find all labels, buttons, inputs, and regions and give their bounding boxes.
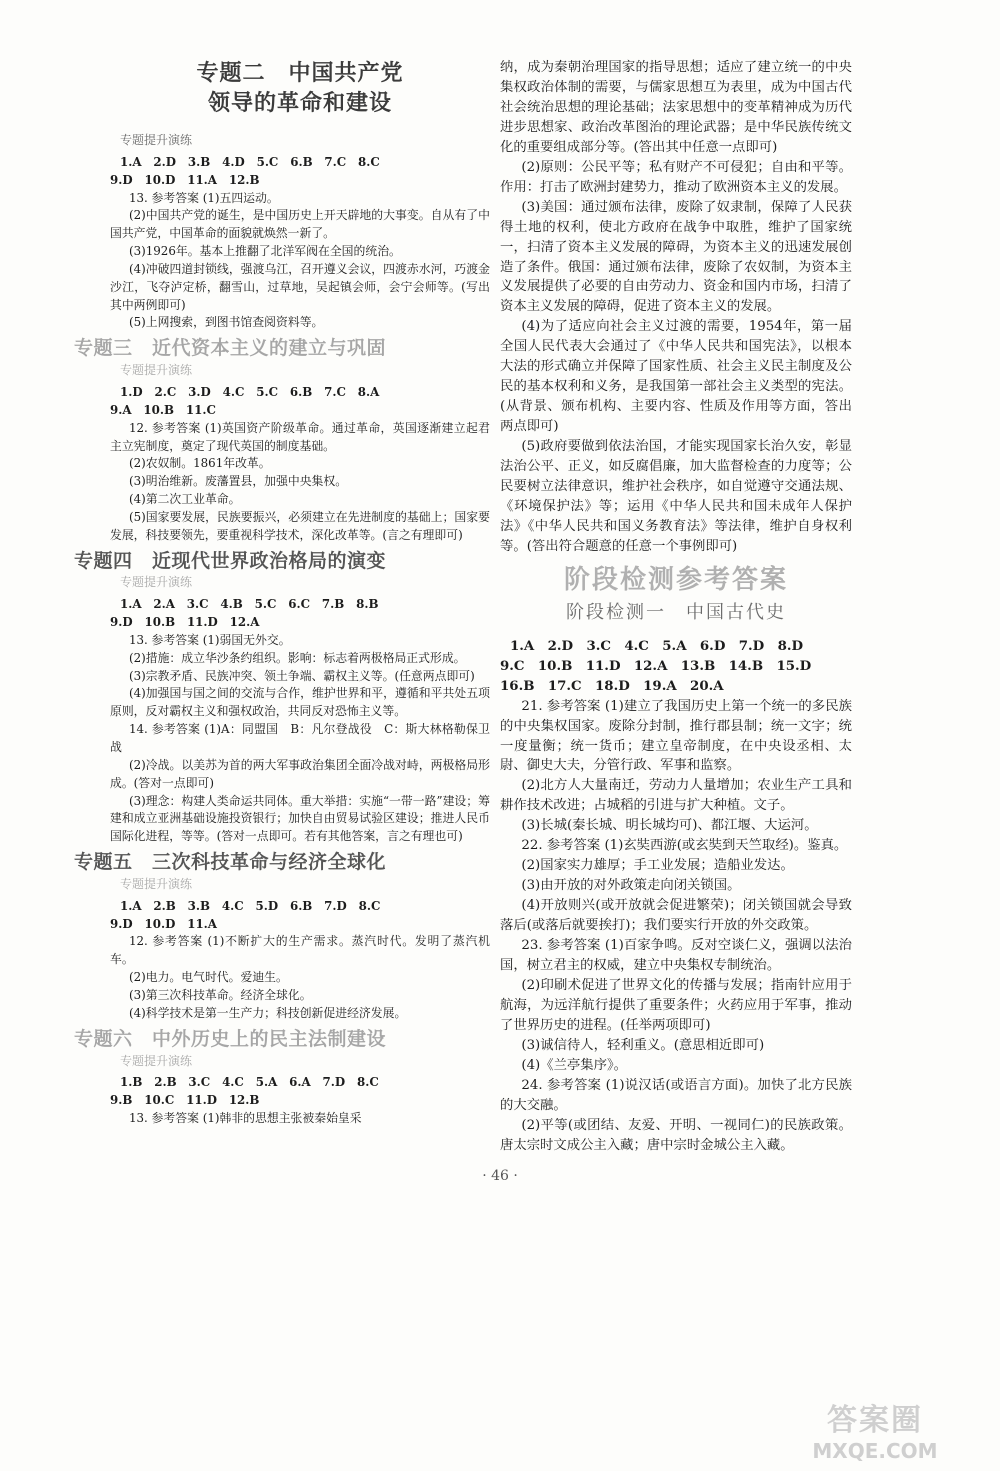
answer-paragraph: (3)明治维新。废藩置县，加强中央集权。: [128, 474, 348, 489]
answer-paragraph: (2)措施：成立华沙条约组织。影响：标志着两极格局正式形成。: [128, 650, 466, 665]
answer-paragraph: (3)第三次科技革命。经济全球化。: [128, 987, 312, 1002]
page-number: · 46 ·: [482, 1168, 518, 1184]
watermark-url: MXQE.COM: [812, 1439, 938, 1463]
answer-line: 9.C 10.B 11.D 12.A 13.B 14.B 15.D: [500, 657, 812, 674]
left-column: [74, 58, 490, 1128]
answer-paragraph: (3)理念：构建人类命运共同体。重大举措：实施“一带一路”建设；筹建和成立亚洲基础设施投资银行；加快自由贸易试验区建设；推进人民币国际化进程，等等。(答对一点即可。若有其他答案，言之有理也可): [110, 793, 490, 844]
answer-paragraph: (5)国家要发展，民族要振兴，必须建立在先进制度的基础上；国家要发展，科技要领先，要重视科学技术，深化改革等。(言之有理即可): [110, 509, 490, 542]
answer-paragraph: (2)原则：公民平等；私有财产不可侵犯；自由和平等。作用：打击了欧洲封建势力，推动了欧洲资本主义的发展。: [500, 159, 852, 195]
answer-line: 9.A 10.B 11.C: [110, 402, 216, 417]
answer-paragraph: (2)农奴制。1861年改革。: [128, 456, 271, 471]
answer-paragraph: (2)国家实力雄厚；手工业发展；造船业发达。: [521, 858, 794, 874]
topic6-title: 专题六 中外历史上的民主法制建设: [74, 1027, 387, 1050]
answer-paragraph: 24. 参考答案 (1)说汉话(或语言方面)。加快了北方民族的大交融。: [500, 1077, 852, 1113]
answer-paragraph: (3)诚信待人，轻利重义。(意思相近即可): [521, 1037, 765, 1053]
topic2-title-line1: 专题二 中国共产党: [196, 60, 404, 86]
answer-paragraph: (3)美国：通过颁布法律，废除了奴隶制，保障了人民获得土地的权利，使北方政府在战争中取胜，维护了国家统一，扫清了资本主义发展的障碍，为资本主义的迅速发展创造了条件。俄国：通过颁布法律，废除了农奴制，为资本主义发展提供了必要的自由劳动力、资金和国内市场，扫清了资本主义发展的障碍，促进了资本主义的发展。: [500, 199, 852, 315]
answer-line: 9.D 10.B 11.D 12.A: [110, 615, 260, 630]
topic3-title: 专题三 近代资本主义的建立与巩固: [74, 337, 387, 360]
answer-paragraph: (3)由开放的对外政策走向闭关锁国。: [521, 878, 741, 894]
answer-paragraph: 14. 参考答案 (1)A：同盟国 B：凡尔登战役 C：斯大林格勒保卫战: [110, 722, 490, 754]
answer-paragraph: (2)平等(或团结、友爱、开明、一视同仁)的民族政策。唐太宗时文成公主入藏；唐中宗时金城公主入藏。: [500, 1117, 852, 1153]
answer-paragraph: (4)冲破四道封锁线，强渡乌江，召开遵义会议，四渡赤水河，巧渡金沙江，飞夺泸定桥，翻雪山，过草地，吴起镇会师，会宁会师等。(写出其中两例即可): [110, 261, 490, 312]
answer-line: 1.A 2.D 3.C 4.C 5.A 6.D 7.D 8.D: [510, 637, 804, 654]
answer-line: 1.A 2.D 3.B 4.D 5.C 6.B 7.C 8.C: [120, 154, 380, 169]
answer-line: 1.A 2.B 3.B 4.C 5.D 6.B 7.D 8.C: [120, 898, 381, 913]
topic3-subhead: 专题提升演练: [120, 363, 193, 378]
answer-line: 16.B 17.C 18.D 19.A 20.A: [500, 677, 724, 694]
topic4-subhead: 专题提升演练: [120, 575, 193, 590]
answer-line: 1.D 2.C 3.D 4.C 5.C 6.B 7.C 8.A: [120, 384, 380, 399]
answer-paragraph: 13. 参考答案 (1)五四运动。: [128, 190, 279, 205]
answer-paragraph: (4)科学技术是第一生产力；科技创新促进经济发展。: [128, 1005, 407, 1020]
answer-paragraph: (5)上网搜索，到图书馆查阅资料等。: [128, 315, 324, 330]
answer-paragraph: 13. 参考答案 (1)弱国无外交。: [128, 632, 291, 647]
answer-paragraph: 22. 参考答案 (1)玄奘西游(或玄奘到天竺取经)。鉴真。: [521, 838, 848, 854]
topic4-title: 专题四 近现代世界政治格局的演变: [74, 549, 387, 572]
stage-test-title: 阶段检测参考答案: [563, 564, 788, 595]
answer-paragraph: (2)电力。电气时代。爱迪生。: [128, 970, 288, 985]
answer-paragraph: 13. 参考答案 (1)韩非的思想主张被秦始皇采: [128, 1111, 362, 1126]
watermark-text: 答案圈: [827, 1403, 923, 1438]
answer-paragraph: (2)北方人大量南迁，劳动力人量增加；农业生产工具和耕作技术改进；占城稻的引进与扩大种植。文子。: [500, 778, 852, 814]
answer-paragraph: (3)长城(秦长城、明长城均可)、都江堰、大运河。: [521, 818, 818, 834]
answer-paragraph: (3)宗教矛盾、民族冲突、领土争端、霸权主义等。(任意两点即可): [128, 668, 475, 683]
answer-line: 1.B 2.B 3.C 4.C 5.A 6.A 7.D 8.C: [120, 1075, 379, 1090]
answer-paragraph: (3)1926年。基本上推翻了北洋军阀在全国的统治。: [128, 244, 401, 259]
topic2-subhead: 专题提升演练: [120, 133, 193, 147]
answer-paragraph: (4)《兰亭集序》。: [521, 1057, 627, 1073]
answer-paragraph: 12. 参考答案 (1)不断扩大的生产需求。蒸汽时代。发明了蒸汽机车。: [110, 934, 490, 967]
answer-line: 9.D 10.D 11.A 12.B: [110, 172, 260, 187]
site-watermark-logo: [790, 1395, 960, 1465]
topic5-title: 专题五 三次科技革命与经济全球化: [74, 851, 387, 874]
answer-paragraph: (4)开放则兴(或开放就会促进繁荣)；闭关锁国就会导致落后(或落后就要挨打)；我们要实行开放的外交政策。: [500, 898, 852, 934]
answer-paragraph: (2)中国共产党的诞生，是中国历史上开天辟地的大事变。自从有了中国共产党，中国革命的面貌就焕然一新了。: [110, 208, 490, 241]
answer-paragraph: (5)政府要做到依法治国，才能实现国家长治久安，彰显法治公平、正义，如反腐倡廉，加大监督检查的力度等；公民要树立法律意识，维护社会秩序，如自觉遵守交通法规、《环境保护法》等；运用《中华人民共和国未成年人保护法》《中华人民共和国义务教育法》等法律，维护自身权利等。(答出符合题意的任意一个事例即可): [500, 439, 852, 554]
topic5-subhead: 专题提升演练: [120, 876, 193, 891]
answer-line: 1.A 2.A 3.C 4.B 5.C 6.C 7.B 8.B: [120, 597, 379, 612]
topic2-title-line2: 领导的革命和建设: [207, 90, 392, 116]
answer-paragraph: 23. 参考答案 (1)百家争鸣。反对空谈仁义，强调以法治国，树立君主的权威，建立中央集权专制统治。: [500, 938, 852, 973]
stage-test-subtitle: 阶段检测一 中国古代史: [566, 601, 786, 623]
answer-paragraph: (4)为了适应向社会主义过渡的需要，1954年，第一届全国人民代表大会通过了《中华人民共和国宪法》，以根本大法的形式确立并保障了国家性质、社会主义民主制度及公民的基本权利和义务，是我国第一部社会主义类型的宪法。(从背景、颁布机构、主要内容、性质及作用等方面，答出两点即可): [500, 319, 852, 435]
answer-paragraph: (2)冷战。以美苏为首的两大军事政治集团全面冷战对峙，两极格局形成。(答对一点即可): [110, 757, 490, 790]
answer-paragraph: (4)加强国与国之间的交流与合作，维护世界和平，遵循和平共处五项原则，反对霸权主义和强权政治，共同反对恐怖主义等。: [110, 686, 490, 719]
topic6-subhead: 专题提升演练: [120, 1053, 193, 1068]
answer-paragraph: 21. 参考答案 (1)建立了我国历史上第一个统一的多民族的中央集权国家。废除分封制，推行郡县制；统一文字；统一度量衡；统一货币；建立皇帝制度，在中央设丞相、太尉、御史大夫，分管行政、军事和监察。: [500, 698, 852, 774]
right-column: [500, 58, 852, 1156]
answer-line: 9.B 10.C 11.D 12.B: [110, 1093, 260, 1108]
answer-paragraph: 12. 参考答案 (1)英国资产阶级革命。通过革命，英国逐渐建立起君主立宪制度，奠定了现代英国的制度基础。: [110, 420, 490, 453]
answer-paragraph: 纳，成为秦朝治理国家的指导思想；适应了建立统一的中央集权政治体制的需要，与儒家思想互为表里，成为中国古代社会统治思想的理论基础；法家思想中的变革精神成为历代进步思想家、政治改革图治的理论武器；是中华民族传统文化的重要组成部分等。(答出其中任意一点即可): [500, 60, 852, 155]
answer-paragraph: (2)印刷术促进了世界文化的传播与发展；指南针应用于航海，为远洋航行提供了重要条件；火药应用于军事，推动了世界历史的进程。(任举两项即可): [500, 977, 852, 1033]
answer-line: 9.D 10.D 11.A: [110, 916, 217, 931]
answer-paragraph: (4)第二次工业革命。: [128, 492, 241, 507]
